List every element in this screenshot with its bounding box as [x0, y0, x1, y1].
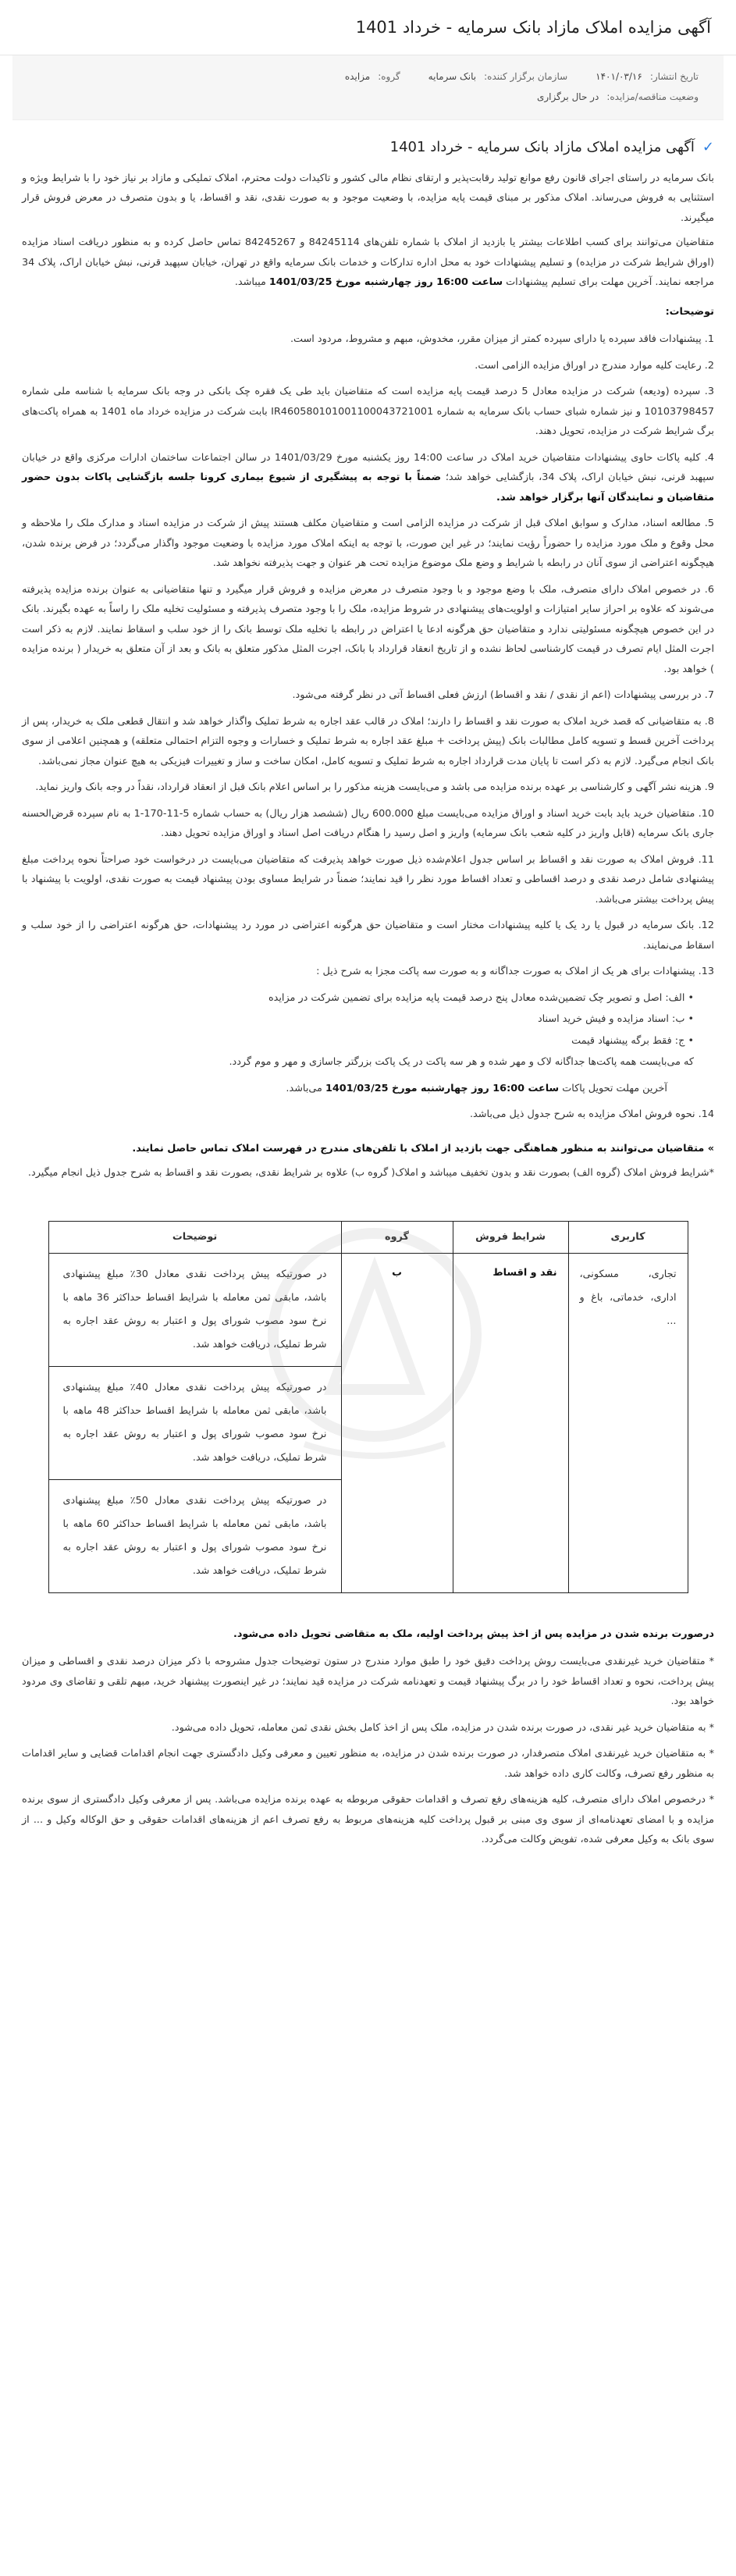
note-4-corona: ضمناً با توجه به پیشگیری از شیوع بیماری کرونا جلسه بازگشایی پاکات بدون حضور متقاضیان و نمایندگان آنها برگزار خواهد شد.	[22, 471, 714, 503]
visit-notice: » متقاضیان می‌توانند به منظور هماهنگی جهت بازدید از املاک با تلفن‌های مندرج در فهرست املاک تماس حاصل نمایند.	[132, 1142, 714, 1155]
note-12: 12. بانک سرمایه در قبول یا رد یک یا کلیه پیشنهادات مختار است و متقاضیان حق هرگونه اعتراضی در مورد رد پیشنهادات، حق هرگونه اعتراضی را از خود سلب و اسقاط می‌نمایند.	[22, 920, 714, 952]
table-header-group: گروه	[341, 1221, 453, 1253]
cell-sale-terms: نقد و اقساط	[453, 1253, 568, 1592]
final-deadline-prefix: آخرین مهلت تحویل پاکات	[562, 1082, 667, 1094]
note-3: 3. سپرده (ودیعه) شرکت در مزایده معادل 5 درصد قیمت پایه مزایده است که متقاضیان باید طی یک فقره چک بانکی در وجه بانک سرمایه با شناسه ملی شماره 10103798457 و نیز شماره شبای حساب بانک سرمایه به شماره IR460580101001100043721001 بابت شرکت در مزایده خرداد ماه 1401 به همراه پاکت‌های برگ شرایط شرکت در مزایده، تحویل دهند.	[22, 386, 715, 437]
description-50: در صورتیکه پیش پرداخت نقدی معادل 50٪ مبلغ پیشنهادی باشد، مابقی ثمن معامله با شرایط اقساط حداکثر 60 ماهه با نرخ سود مصوب شورای پول و اعتبار به روش عقد اجاره به شرط تملیک، دریافت خواهد شد.	[62, 1494, 327, 1577]
check-icon: ✓	[702, 139, 714, 155]
table-header-usage: کاربری	[568, 1221, 688, 1253]
final-deadline	[22, 1079, 667, 1099]
envelope-note: که می‌بایست همه پاکت‌ها جداگانه لاک و مهر شده و هر سه پاکت در یک پاکت بزرگتر جاسازی و مهر و موم گردد.	[229, 1056, 694, 1068]
footer-title: درصورت برنده شدن در مزایده پس از اخذ پیش پرداخت اولیه، ملک به متقاضی تحویل داده می‌شود.	[233, 1628, 714, 1640]
note-8: 8. به متقاضیانی که قصد خرید املاک به صورت نقد و اقساط را دارند؛ املاک در قالب عقد اجاره به شرط تملیک واگذار خواهد شد و انتقال قطعی ملک به خریدار، پس از پرداخت آخرین قسط و تسویه کامل مطالبات بانک (پیش پرداخت + مبلغ عقد اجاره به شرط تملیک و خسارات و وجوه التزام احتمالی متعلقه) و همچنین اعلامی از سوی بانک انجام می‌گیرد. لازم به ذکر است تا پایان مدت قرارداد اجاره به شرط تملیک و تسویه کامل، امکان ساخت و ساز و تغییرات فیزیکی به هیچ عنوان مجاز نمی‌باشد.	[22, 715, 714, 767]
note-6: 6. در خصوص املاک دارای متصرف، ملک با وضع موجود و با وجود متصرف در معرض مزایده و فروش قرار میگیرد و تنها متقاضیانی به عنوان برنده مزایده پذیرفته می‌شوند که علاوه بر احراز سایر امتیازات و اولویت‌های پیشنهادی در شروط مزایده، ملک را با وجود متصرف پذیرفته و مسئولیت تخلیه ملک را راساً به عهده بگیرند. بانک در این خصوص هیچگونه مسئولیتی ندارد و متقاضیان حق هرگونه ادعا یا اعتراض در رابطه با تخلیه ملک توسط بانک را از خود سلب و اسقاط نمایند. لازم به ذکر است اجرت المثل ایام تصرف در قیمت کارشناسی لحاظ نشده و از تاریخ انعقاد قرارداد با بانک، اجرت المثل مذکور متعلق به بانک و بعد از آن متعلق به خریدار ( برنده مزایده ) خواهد بود.	[22, 583, 714, 675]
intro-paragraph: بانک سرمایه در راستای اجرای قانون رفع موانع تولید رقابت‌پذیر و ارتقای نظام مالی کشور و تاکیدات دولت محترم، املاک تملیکی و مازاد بر نیاز خود را با شرایط ویژه و استثنایی به فروش می‌رساند. املاک مذکور بر مبنای قیمت پایه مزایده، با وضعیت موجود و به صورت نقدی، نقد و اقساط، یا و بدون متصرف در معرض فروش قرار میگیرند.	[22, 172, 714, 224]
note-4	[22, 448, 714, 508]
group-value: مزایده	[344, 71, 371, 82]
deadline: ساعت 16:00 روز چهارشنبه مورخ 1401/03/25	[268, 276, 503, 288]
notes-title: توضیحات:	[665, 305, 714, 318]
cell-descriptions	[48, 1253, 341, 1592]
title-bar	[0, 0, 736, 55]
description-40: در صورتیکه پیش پرداخت نقدی معادل 40٪ مبلغ پیشنهادی باشد، مابقی ثمن معامله با شرایط اقساط حداکثر 48 ماهه با نرخ سود مصوب شورای پول و اعتبار به روش عقد اجاره به شرط تملیک، دریافت خواهد شد.	[49, 1367, 341, 1480]
note-2: 2. رعایت کلیه موارد مندرج در اوراق مزایده الزامی است.	[475, 359, 714, 372]
status-label: وضعیت مناقصه/مزایده:	[606, 91, 699, 102]
footer-section	[22, 1624, 714, 1850]
content-heading	[22, 137, 714, 158]
sales-table	[48, 1221, 688, 1593]
table-row	[48, 1253, 688, 1592]
note-7: 7. در بررسی پیشنهادات (اعم از نقدی / نقد و اقساط) ارزش فعلی اقساط آتی در نظر گرفته می‌شود.	[292, 689, 714, 701]
heading-text: آگهی مزایده املاک مازاد بانک سرمایه - خرداد 1401	[389, 139, 695, 155]
group-label: گروه:	[378, 71, 400, 82]
note-5: 5. مطالعه اسناد، مدارک و سوابق املاک قبل از شرکت در مزایده الزامی است و متقاضیان مکلف هستند پیش از شرکت در مزایده اسناد و مدارک ملک را ملاحظه و محل وقوع و ملک مورد مزایده را حضوراً رؤیت نمایند؛ در غیر این صورت، با توجه به اینکه املاک مورد مزایده با وضعیت موجود واگذار می‌گردد؛ در فرض برنده شدن، هیچگونه اعتراضی از سوی آنان در رابطه با شرایط و وضع ملک موضوع مزایده تحت هر عنوان و جهت پذیرفته نخواهد شد.	[22, 518, 714, 569]
footer-para-2: * به متقاضیان خرید غیر نقدی، در صورت برنده شدن در مزایده، ملک پس از اخذ کامل بخش نقدی ثمن معامله، تحویل داده می‌شود.	[171, 1721, 714, 1734]
status-value: در حال برگزاری	[536, 91, 599, 102]
cell-group: ب	[341, 1253, 453, 1592]
table-header-terms: شرایط فروش	[453, 1221, 568, 1253]
publish-date: ۱۴۰۱/۰۳/۱۶	[596, 71, 642, 82]
note-4-text: 4. کلیه پاکات حاوی پیشنهادات متقاضیان خرید املاک در ساعت 14:00 روز یکشنبه مورخ 1401/03/29 در سالن اجتماعات ساختمان ادارات مرکزی واقع در خیابان سپهبد قرنی، نبش خیابان اراک، پلاک 34، بازگشایی خواهد شد؛	[22, 451, 714, 483]
org-label: سازمان برگزار کننده:	[484, 71, 568, 82]
note-1: 1. پیشنهادات فاقد سپرده یا دارای سپرده کمتر از میزان مقرر، مخدوش، مبهم و مشروط، مردود است.	[290, 333, 714, 345]
table-header-row	[48, 1221, 688, 1253]
footer-para-1: * متقاضیان خرید غیرنقدی می‌بایست روش پرداخت دقیق خود را طبق موارد مندرج در ستون توضیحات جدول مشروحه با ذکر میزان درصد نقدی و اقساطی و میزان پیش پرداخت، نحوه و تعداد اقساط خود را در برگ پیشنهاد قیمت و تعهدنامه شرکت در مزایده قید نمایند؛ در غیر اینصورت پیشنهاد خرید، مبهم تلقی و تقاضای وی مردود خواهد بود.	[22, 1656, 714, 1707]
note-11: 11. فروش املاک به صورت نقد و اقساط بر اساس جدول اعلام‌شده ذیل صورت خواهد پذیرفت که متقاضیان می‌بایست در درخواست خود صراحتاً نحوه پرداخت مبلغ پیشنهادی شامل درصد نقدی و درصد اقساطی و تعداد اقساط مورد نظر را قید نمایند؛ ضمناً در شرایط مساوی بودن پیشنهاد قیمت به صورت نقدی، اولویت با پیشنهاد با پیش پرداخت بیشتر می‌باشد.	[22, 853, 714, 906]
sub-item-a: • الف: اصل و تصویر چک تضمین‌شده معادل پنج درصد قیمت پایه مزایده برای تضمین شرکت در مزایده	[268, 991, 694, 1004]
note-13: 13. پیشنهادات برای هر یک از املاک به صورت جداگانه و به صورت سه پاکت مجزا به شرح ذیل :	[316, 966, 714, 977]
content	[0, 120, 736, 1850]
description-30: در صورتیکه پیش پرداخت نقدی معادل 30٪ مبلغ پیشنهادی باشد، مابقی ثمن معامله با شرایط اقساط حداکثر 36 ماهه با نرخ سود مصوب شورای پول و اعتبار به روش عقد اجاره به شرط تملیک، دریافت خواهد شد.	[49, 1254, 341, 1367]
note-9: 9. هزینه نشر آگهی و کارشناسی بر عهده برنده مزایده می باشد و می‌بایست هزینه مذکور را بر اساس اعلام بانک قبل از انعقاد قرارداد، نقداً در وجه بانک واریز نماید.	[35, 781, 714, 793]
final-deadline-suffix: می‌باشد.	[286, 1082, 322, 1094]
intro-paragraph-2	[22, 233, 714, 293]
note-14: 14. نحوه فروش املاک مزایده به شرح جدول ذیل می‌باشد.	[469, 1108, 714, 1120]
sub-item-b: • ب: اسناد مزایده و فیش خرید اسناد	[537, 1013, 694, 1025]
publish-date-label: تاریخ انتشار:	[649, 71, 699, 82]
cell-usage: تجاری، مسکونی، اداری، خدماتی، باغ و ...	[568, 1253, 688, 1592]
meta-panel	[12, 55, 724, 120]
org-value: بانک سرمایه	[428, 71, 477, 82]
intro2-text: متقاضیان می‌توانند برای کسب اطلاعات بیشتر یا بازدید از املاک با شماره تلفن‌های 84245114 و 84245267 تماس حاصل کرده و به منظور دریافت اسناد مزایده (اوراق شرایط شرکت در مزایده) و تسلیم پیشنهادات خود به محل اداره تدارکات و خدمات بانک سرمایه واقع در تهران، خیابان سپهبد قرنی، نبش خیابان اراک، پلاک 34 مراجعه نمایند. آخرین مهلت برای تسلیم پیشنهادات	[22, 237, 714, 288]
page-title: آگهی مزایده املاک مازاد بانک سرمایه - خرداد 1401	[355, 18, 711, 37]
note-10: 10. متقاضیان خرید باید بابت خرید اسناد و اوراق مزایده می‌بایست مبلغ 600.000 ریال (ششصد هزار ریال) به حساب شماره 5-11-170-1 به نام سپرده قرض‌الحسنه جاری بانک سرمایه (قابل واریز در کلیه شعب بانک سرمایه) واریز و اصل رسید را هنگام دریافت اصل اسناد و اوراق مزایده تحویل دهند.	[22, 807, 714, 839]
sales-note: *شرایط فروش املاک (گروه الف) بصورت نقد و بدون تخفیف میباشد و املاک( گروه ب) علاوه بر شرایط نقدی، بصورت نقد و اقساط به شرح جدول ذیل انجام میگیرد.	[27, 1167, 714, 1179]
table-header-description: توضیحات	[48, 1221, 341, 1253]
footer-para-4: * درخصوص املاک دارای متصرف، کلیه هزینه‌های رفع تصرف و اقدامات حقوقی مربوطه به عهده برنده مزایده می‌باشد. پس از معرفی وکیل دادگستری از سوی برنده مزایده و با امضای تعهدنامه‌ای از سوی وی مبنی بر قبول پرداخت کلیه هزینه‌های مربوط به رفع تصرف اعم از هزینه‌های اقدامات حقوقی و حق الوکاله وکیل و ... از سوی بانک به وکیل معرفی شده، تفویض وکالت می‌گردد.	[22, 1794, 714, 1845]
final-deadline-value: ساعت 16:00 روز چهارشنبه مورخ 1401/03/25	[325, 1082, 560, 1094]
sub-item-c: • ج: فقط برگه پیشنهاد قیمت	[571, 1034, 694, 1047]
deadline-suffix: میباشد.	[234, 276, 266, 288]
footer-para-3: * به متقاضیان خرید غیرنقدی املاک متصرفدار، در صورت برنده شدن در مزایده، به منظور تعیین و معرفی وکیل دادگستری جهت انجام اقدامات قضایی و سایر اقدامات به منظور رفع تصرف، وکالت کاری داده خواهد شد.	[22, 1748, 714, 1780]
